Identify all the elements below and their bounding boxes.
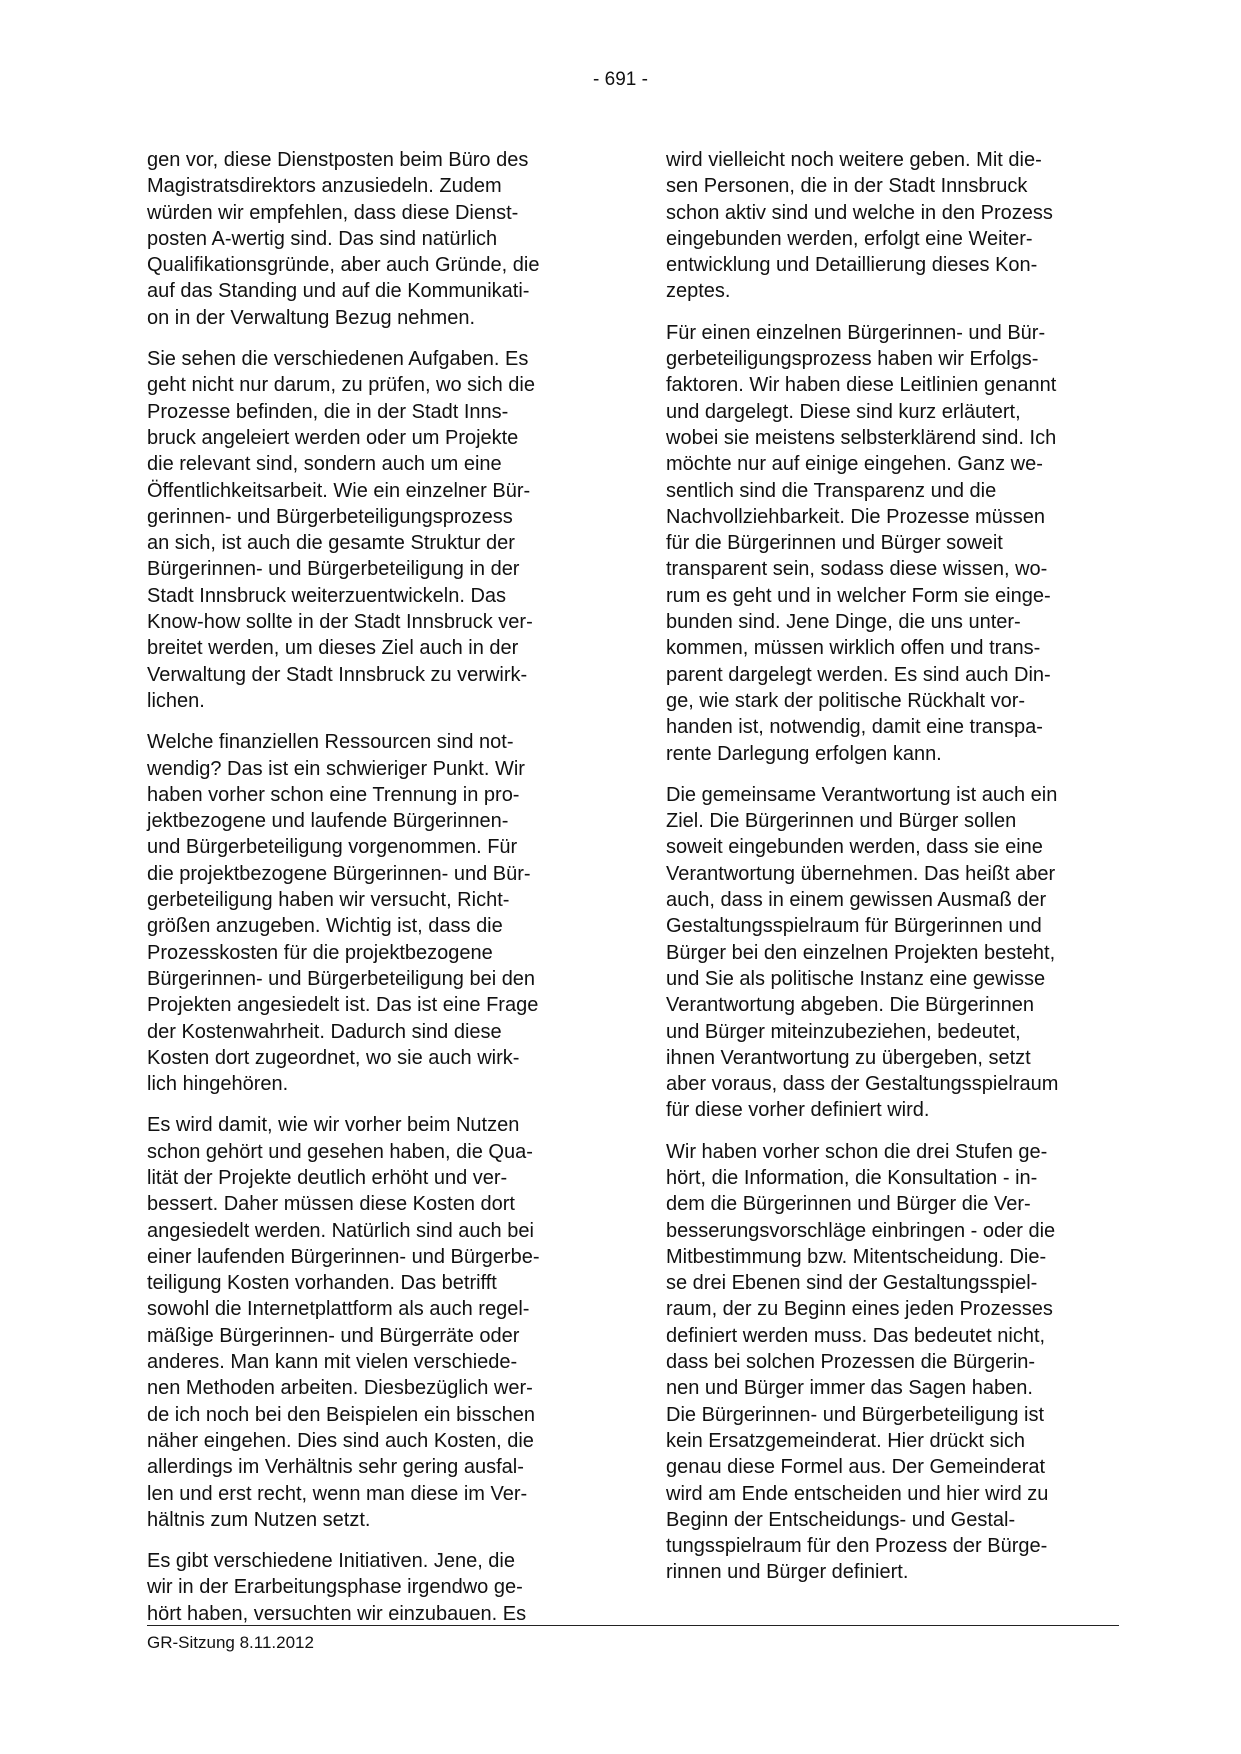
paragraph [147,1548,602,1627]
text-line: würden wir empfehlen, dass diese Dienst- [147,201,519,224]
text-line: Prozesse befinden, die in der Stadt Inns- [147,400,509,423]
text-line: Für einen einzelnen Bürgerinnen- und Bür- [666,321,1046,344]
text-line: Nachvollziehbarkeit. Die Prozesse müssen [666,505,1046,528]
text-line: schon gehört und gesehen haben, die Qua- [147,1140,533,1163]
text-line: wird am Ende entscheiden und hier wird zu [666,1482,1049,1505]
text-line: lich hingehören. [147,1073,289,1096]
text-line: soweit eingebunden werden, dass sie eine [666,836,1043,859]
text-line: auf das Standing und auf die Kommunikati- [147,280,530,303]
paragraph [147,1112,602,1533]
text-line: für diese vorher definiert wird. [666,1099,930,1122]
text-line: Stadt Innsbruck weiterzuentwickeln. Das [147,584,507,607]
text-line: auch, dass in einem gewissen Ausmaß der [666,889,1047,912]
text-line: geht nicht nur darum, zu prüfen, wo sich die [147,374,535,397]
text-line: tungsspielraum für den Prozess der Bürge- [666,1535,1048,1558]
text-line: rente Darlegung erfolgen kann. [666,742,942,765]
text-line: len und erst recht, wenn man diese im Ver- [147,1482,528,1505]
text-line: Sie sehen die verschiedenen Aufgaben. Es [147,348,529,371]
text-line: die projektbezogene Bürgerinnen- und Bür- [147,862,531,885]
text-line: on in der Verwaltung Bezug nehmen. [147,306,475,329]
text-line: wobei sie meistens selbsterklärend sind. Ich [666,426,1057,449]
text-line: se drei Ebenen sind der Gestaltungsspiel- [666,1272,1038,1295]
text-line: definiert werden muss. Das bedeutet nicht, [666,1324,1046,1347]
paragraph [666,782,1121,1124]
text-line: entwicklung und Detaillierung dieses Kon- [666,254,1038,277]
page-number: - 691 - [593,69,648,90]
text-line: bessert. Daher müssen diese Kosten dort [147,1193,515,1216]
text-line: der Kostenwahrheit. Dadurch sind diese [147,1020,502,1043]
text-line: ge, wie stark der politische Rückhalt vor- [666,689,1026,712]
text-line: und dargelegt. Diese sind kurz erläutert, [666,400,1021,423]
text-line: Öffentlichkeitsarbeit. Wie ein einzelner Bür- [147,479,531,502]
paragraph [666,320,1121,767]
text-line: ihnen Verantwortung zu übergeben, setzt [666,1046,1031,1069]
paragraph [147,729,602,1097]
text-line: bruck angeleiert werden oder um Projekte [147,426,519,449]
text-line: de ich noch bei den Beispielen ein bisschen [147,1403,536,1426]
text-line: Magistratsdirektors anzusiedeln. Zudem [147,175,502,198]
text-line: wendig? Das ist ein schwieriger Punkt. Wir [147,757,525,780]
text-line: transparent sein, sodass diese wissen, wo- [666,558,1048,581]
text-line: nen und Bürger immer das Sagen haben. [666,1377,1033,1400]
text-line: Projekten angesiedelt ist. Das ist eine Frage [147,994,539,1017]
footer-session-date: GR-Sitzung 8.11.2012 [147,1633,314,1652]
text-line: sentlich sind die Transparenz und die [666,479,997,502]
text-line: Welche finanziellen Ressourcen sind not- [147,731,514,754]
text-line: Es wird damit, wie wir vorher beim Nutzen [147,1114,520,1137]
text-line: aber voraus, dass der Gestaltungsspielraum [666,1073,1059,1096]
text-line: genau diese Formel aus. Der Gemeinderat [666,1456,1046,1479]
text-line: Beginn der Entscheidungs- und Gestal- [666,1508,1016,1531]
footer-divider [147,1625,1119,1626]
text-line: jektbezogene und laufende Bürgerinnen- [147,810,509,833]
text-line: möchte nur auf einige eingehen. Ganz we- [666,453,1043,476]
text-line: größen anzugeben. Wichtig ist, dass die [147,915,503,938]
text-line: faktoren. Wir haben diese Leitlinien genannt [666,374,1057,397]
text-line: bunden sind. Jene Dinge, die uns unter- [666,611,1021,634]
text-line: Know-how sollte in der Stadt Innsbruck ver- [147,611,533,634]
text-line: Verantwortung übernehmen. Das heißt aber [666,862,1056,885]
text-line: Bürger bei den einzelnen Projekten besteht, [666,941,1056,964]
text-line: posten A-wertig sind. Das sind natürlich [147,227,498,250]
text-line: rum es geht und in welcher Form sie einge- [666,584,1051,607]
text-line: eingebunden werden, erfolgt eine Weiter- [666,227,1033,250]
text-line: einer laufenden Bürgerinnen- und Bürgerbe- [147,1245,540,1268]
text-line: kommen, müssen wirklich offen und trans- [666,637,1041,660]
text-line: Die Bürgerinnen- und Bürgerbeteiligung ist [666,1403,1045,1426]
text-line: Gestaltungsspielraum für Bürgerinnen und [666,915,1042,938]
text-line: wir in der Erarbeitungsphase irgendwo ge- [147,1576,523,1599]
text-line: hältnis zum Nutzen setzt. [147,1508,371,1531]
text-line: anderes. Man kann mit vielen verschiede- [147,1351,518,1374]
text-line: nen Methoden arbeiten. Diesbezüglich wer- [147,1377,533,1400]
text-line: parent dargelegt werden. Es sind auch Din- [666,663,1051,686]
text-line: Die gemeinsame Verantwortung ist auch ein [666,783,1058,806]
text-line: gen vor, diese Dienstposten beim Büro des [147,149,529,171]
text-line: angesiedelt werden. Natürlich sind auch bei [147,1219,534,1242]
text-line: mäßige Bürgerinnen- und Bürgerräte oder [147,1324,520,1347]
text-line: und Bürgerbeteiligung vorgenommen. Für [147,836,518,859]
text-line: sen Personen, die in der Stadt Innsbruck [666,175,1028,198]
text-line: haben vorher schon eine Trennung in pro- [147,783,520,806]
right-text-column [666,147,1121,1601]
text-line: handen ist, notwendig, damit eine transpa- [666,716,1043,739]
text-line: lichen. [147,689,205,712]
text-line: hört haben, versuchten wir einzubauen. Es [147,1602,527,1625]
text-line: breitet werden, um dieses Ziel auch in der [147,637,519,660]
text-line: hört, die Information, die Konsultation - in- [666,1166,1038,1189]
paragraph [147,147,602,331]
text-line: für die Bürgerinnen und Bürger soweit [666,532,1003,555]
text-line: besserungsvorschläge einbringen - oder die [666,1219,1056,1242]
text-line: und Bürger miteinzubeziehen, bedeutet, [666,1020,1021,1043]
text-line: Bürgerinnen- und Bürgerbeteiligung in der [147,558,520,581]
text-line: raum, der zu Beginn eines jeden Prozesses [666,1298,1053,1321]
text-line: und Sie als politische Instanz eine gewisse [666,967,1046,990]
paragraph [666,147,1121,305]
text-line: an sich, ist auch die gesamte Struktur der [147,532,515,555]
left-text-column [147,147,602,1642]
text-line: dass bei solchen Prozessen die Bürgerin- [666,1351,1036,1374]
text-line: Prozesskosten für die projektbezogene [147,941,493,964]
text-line: gerbeteiligungsprozess haben wir Erfolgs- [666,348,1039,371]
text-line: dem die Bürgerinnen und Bürger die Ver- [666,1193,1031,1216]
text-line: Mitbestimmung bzw. Mitentscheidung. Die- [666,1245,1047,1268]
text-line: sowohl die Internetplattform als auch regel- [147,1298,530,1321]
text-line: schon aktiv sind und welche in den Prozess [666,201,1053,224]
text-line: Verantwortung abgeben. Die Bürgerinnen [666,994,1035,1017]
text-line: Es gibt verschiedene Initiativen. Jene, die [147,1550,515,1573]
text-line: Verwaltung der Stadt Innsbruck zu verwirk- [147,663,528,686]
text-line: näher eingehen. Dies sind auch Kosten, die [147,1429,534,1452]
text-line: teiligung Kosten vorhanden. Das betrifft [147,1272,497,1295]
text-line: die relevant sind, sondern auch um eine [147,453,502,476]
paragraph [666,1139,1121,1586]
text-line: kein Ersatzgemeinderat. Hier drückt sich [666,1429,1026,1452]
text-line: Wir haben vorher schon die drei Stufen ge- [666,1140,1048,1163]
text-line: wird vielleicht noch weitere geben. Mit die- [666,149,1042,171]
text-line: allerdings im Verhältnis sehr gering ausfal- [147,1456,524,1479]
text-line: gerbeteiligung haben wir versucht, Richt- [147,889,510,912]
text-line: Qualifikationsgründe, aber auch Gründe, die [147,254,540,277]
text-line: Ziel. Die Bürgerinnen und Bürger sollen [666,810,1017,833]
text-line: Kosten dort zugeordnet, wo sie auch wirk- [147,1046,520,1069]
text-line: Bürgerinnen- und Bürgerbeteiligung bei den [147,967,536,990]
text-line: rinnen und Bürger definiert. [666,1561,909,1584]
text-line: gerinnen- und Bürgerbeteiligungsprozess [147,505,513,528]
text-line: lität der Projekte deutlich erhöht und ver- [147,1166,508,1189]
paragraph [147,346,602,714]
text-line: zeptes. [666,280,731,303]
